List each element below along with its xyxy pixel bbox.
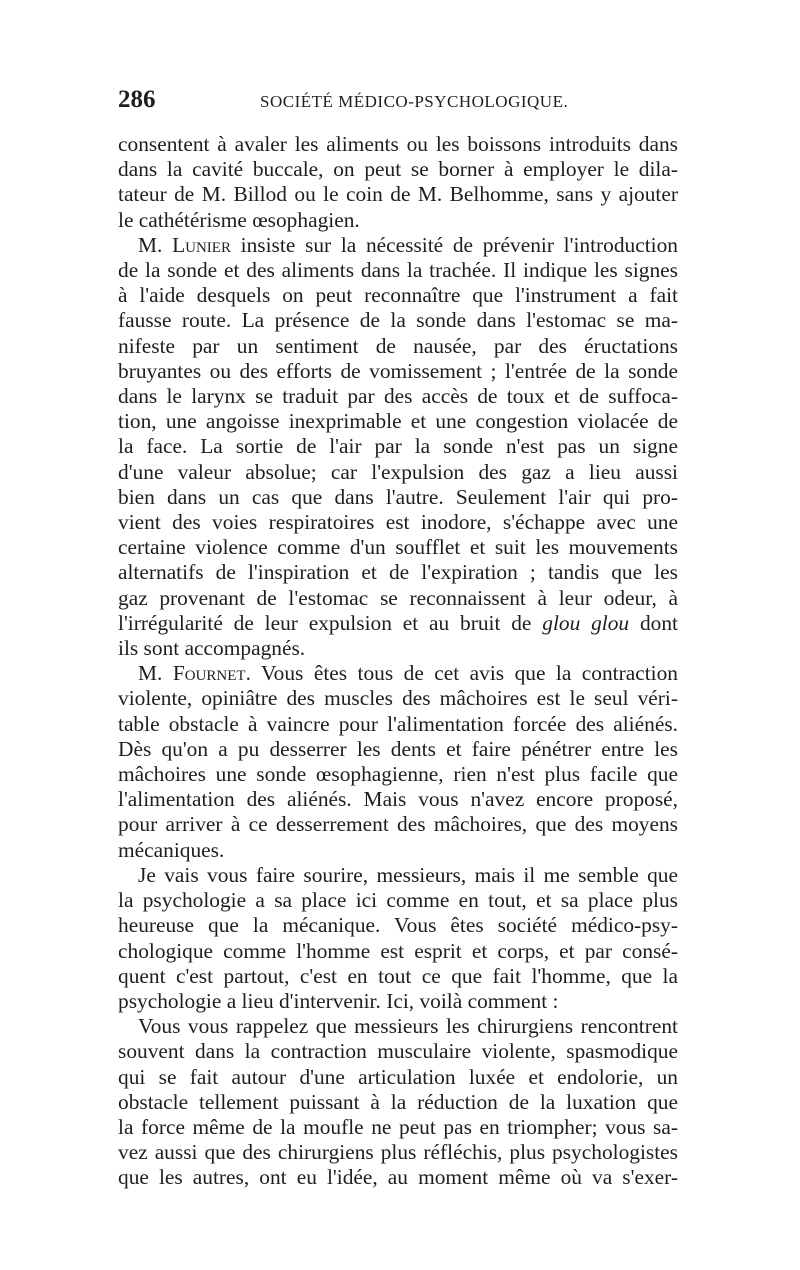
line-text: table obstacle à vaincre pour l'alimentation forcée des aliénés. <box>118 711 678 736</box>
text-line <box>118 863 678 888</box>
text-line <box>118 762 678 787</box>
line-text: dans le larynx se traduit par des accès de toux et de suffoca- <box>118 384 678 409</box>
speaker-name: Lunier <box>172 232 231 257</box>
text-line <box>118 308 678 333</box>
text-line <box>118 586 678 611</box>
text-line <box>118 661 678 686</box>
text-line <box>118 838 678 863</box>
text-line <box>118 182 678 207</box>
line-text: mécaniques. <box>118 837 225 862</box>
line-text: de la sonde et des aliments dans la trachée. Il indique les signes <box>118 258 678 283</box>
page-content <box>118 86 678 1191</box>
text-line <box>118 888 678 913</box>
line-text: psychologie a lieu d'intervenir. Ici, voilà comment : <box>118 988 559 1013</box>
text-line <box>118 233 678 258</box>
line-text: . Vous êtes tous de cet avis que la contraction <box>245 661 679 686</box>
text-line <box>118 686 678 711</box>
line-text: l'alimentation des aliénés. Mais vous n'avez encore proposé, <box>118 787 678 812</box>
line-text: violente, opiniâtre des muscles des mâchoires est le seul véri- <box>118 686 678 711</box>
line-text: souvent dans la contraction musculaire violente, spasmodique <box>118 1039 678 1064</box>
text-line <box>118 636 678 661</box>
text-line <box>118 812 678 837</box>
text-line <box>118 434 678 459</box>
text-line <box>118 737 678 762</box>
text-line <box>118 1115 678 1140</box>
line-text: tateur de M. Billod ou le coin de M. Belhomme, sans y ajouter <box>118 182 678 207</box>
line-text: la face. La sortie de l'air par la sonde n'est pas un signe <box>118 434 678 459</box>
text-line <box>118 611 678 636</box>
line-text: M. <box>138 661 173 686</box>
line-text: pour arriver à ce desserrement des mâchoires, que des moyens <box>118 812 678 837</box>
text-line <box>118 208 678 233</box>
line-text: certaine violence comme d'un soufflet et suit les mouvements <box>118 535 678 560</box>
speaker-name: Fournet <box>172 661 246 686</box>
text-line <box>118 157 678 182</box>
text-line <box>118 913 678 938</box>
line-text: l'irrégularité de leur expulsion et au bruit de <box>118 610 543 635</box>
line-text: Je vais vous faire sourire, messieurs, mais il me semble que <box>138 862 678 887</box>
line-text: alternatifs de l'inspiration et de l'expiration ; tandis que les <box>118 560 678 585</box>
line-text: fausse route. La présence de la sonde dans l'estomac se ma- <box>118 308 678 333</box>
text-line <box>118 283 678 308</box>
line-text: dans la cavité buccale, on peut se borner à employer le dila- <box>118 157 678 182</box>
page-header <box>118 86 678 122</box>
line-text: chologique comme l'homme est esprit et corps, et par consé- <box>118 938 678 963</box>
line-text: Vous vous rappelez que messieurs les chirurgiens rencontrent <box>138 1014 678 1039</box>
line-text: qui se fait autour d'une articulation luxée et endolorie, un <box>118 1064 678 1089</box>
text-line <box>118 334 678 359</box>
line-text: gaz provenant de l'estomac se reconnaissent à leur odeur, à <box>118 585 678 610</box>
text-line <box>118 359 678 384</box>
line-text: nifeste par un sentiment de nausée, par des éructations <box>118 333 678 358</box>
line-text: dont <box>629 610 678 635</box>
line-text: heureuse que la mécanique. Vous êtes société médico-psy- <box>118 913 678 938</box>
text-line <box>118 712 678 737</box>
text-line <box>118 787 678 812</box>
line-text: bruyantes ou des efforts de vomissement ; l'entrée de la sonde <box>118 358 678 383</box>
line-text: Dès qu'on a pu desserrer les dents et faire pénétrer entre les <box>118 736 678 761</box>
line-text: la psychologie a sa place ici comme en tout, et sa place plus <box>118 888 678 913</box>
line-text: bien dans un cas que dans l'autre. Seulement l'air qui pro- <box>118 484 678 509</box>
line-text: M. <box>138 232 173 257</box>
body-text <box>118 132 678 1191</box>
text-line <box>118 989 678 1014</box>
line-text: mâchoires une sonde œsophagienne, rien n'est plus facile que <box>118 762 678 787</box>
line-text: insiste sur la nécessité de prévenir l'introduction <box>230 232 679 257</box>
line-text: le cathétérisme œsophagien. <box>118 207 360 232</box>
line-text: vient des voies respiratoires est inodore, s'échappe avec une <box>118 510 678 535</box>
text-line <box>118 939 678 964</box>
text-line <box>118 1165 678 1190</box>
text-line <box>118 510 678 535</box>
line-text: consentent à avaler les aliments ou les boissons introduits dans <box>118 132 678 156</box>
italic-text: glou glou <box>542 610 630 635</box>
running-head: SOCIÉTÉ MÉDICO-PSYCHOLOGIQUE. <box>260 92 569 111</box>
text-line <box>118 1140 678 1165</box>
line-text: tion, une angoisse inexprimable et une congestion violacée de <box>118 409 678 434</box>
text-line <box>118 560 678 585</box>
text-line <box>118 1090 678 1115</box>
text-line <box>118 1039 678 1064</box>
text-line <box>118 132 678 157</box>
page-number: 286 <box>118 86 156 113</box>
text-line <box>118 485 678 510</box>
text-line <box>118 964 678 989</box>
text-line <box>118 460 678 485</box>
line-text: d'une valeur absolue; car l'expulsion des gaz a lieu aussi <box>118 459 678 484</box>
text-line <box>118 258 678 283</box>
text-line <box>118 384 678 409</box>
line-text: à l'aide desquels on peut reconnaître que l'instrument a fait <box>118 283 678 308</box>
line-text: quent c'est partout, c'est en tout ce que fait l'homme, que la <box>118 963 678 988</box>
line-text: vez aussi que des chirurgiens plus réfléchis, plus psychologistes <box>118 1140 678 1165</box>
text-line <box>118 409 678 434</box>
line-text: ils sont accompagnés. <box>118 636 306 661</box>
line-text: obstacle tellement puissant à la réduction de la luxation que <box>118 1089 678 1114</box>
line-text: la force même de la moufle ne peut pas en triompher; vous sa- <box>118 1114 678 1139</box>
line-text: que les autres, ont eu l'idée, au moment même où va s'exer- <box>118 1165 678 1190</box>
text-line <box>118 1014 678 1039</box>
text-line <box>118 1065 678 1090</box>
text-line <box>118 535 678 560</box>
